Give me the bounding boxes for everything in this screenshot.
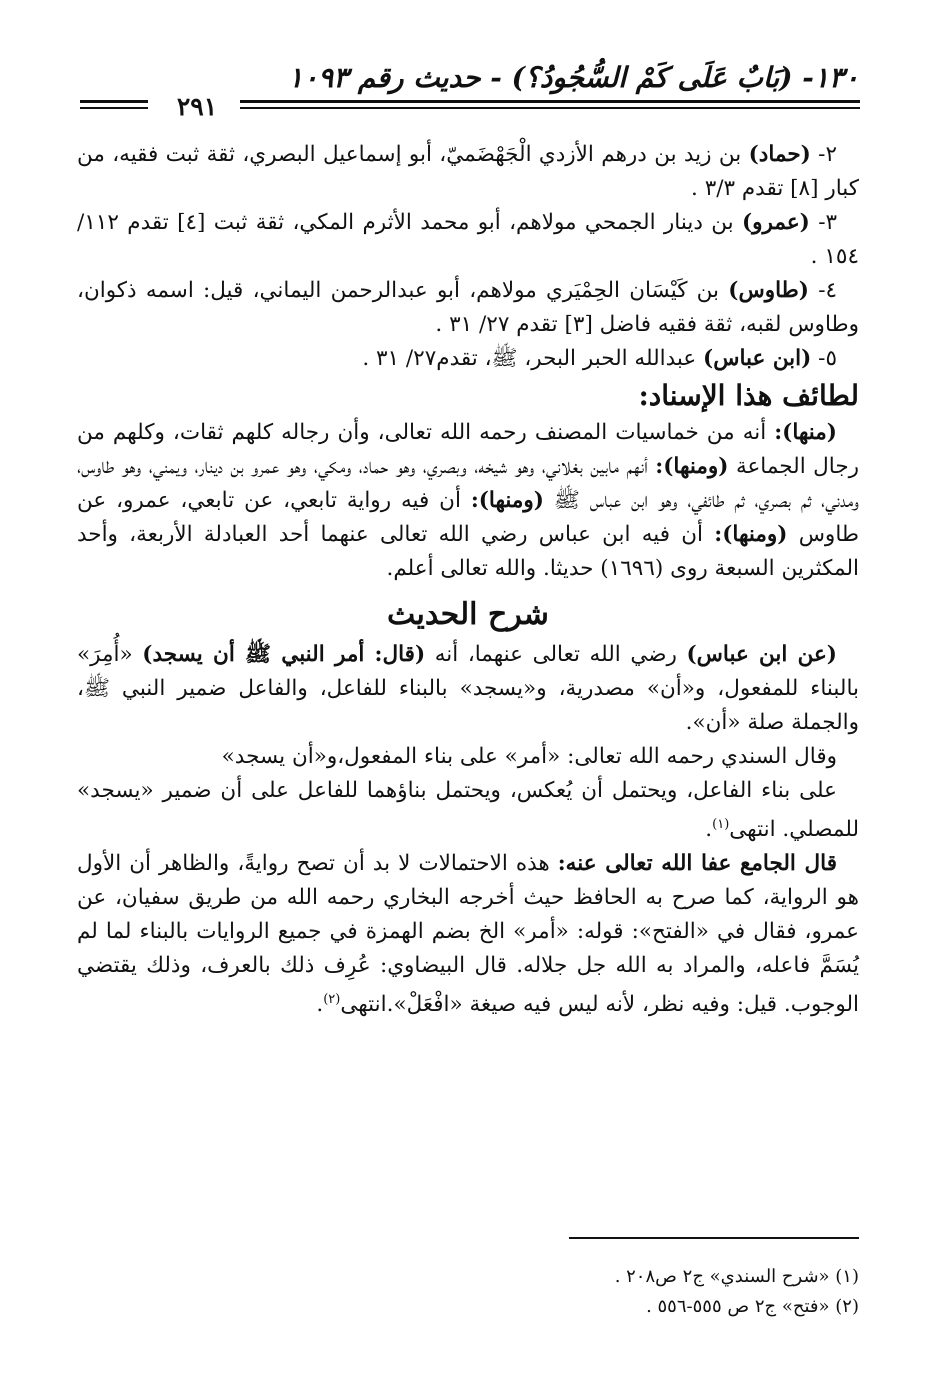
sharh-paragraph-1 — [77, 638, 859, 740]
lataif-label: (ومنها): — [470, 488, 544, 513]
lataif-text: أن فيه ابن عباس رضي الله تعالى عنهما أحد العبادلة الأربعة، وأحد المكثرين السبعة روى (١٦٩٦) حديثا. والله تعالى أعلم. — [77, 522, 859, 581]
narrator-text: عبدالله الحبر البحر، ﷺ، تقدم٢٧/ ٣١ . — [362, 346, 697, 371]
lataif-text: أنهم مابين بغلاني، وهو شيخه، وبصري، وهو حماد، ومكي، وهو عمرو بن دينار، ويمني، وهو طاوس، ومدني، ثم بصري، ثم طائفي، وهو ابن عباس ﷺ — [77, 454, 859, 513]
lataif-heading: لطائف هذا الإسناد: — [638, 379, 859, 412]
sharh-paragraph-3: على بناء الفاعل، ويحتمل أن يُعكس، ويحتمل بناؤهما للفاعل على أن ضمير «يسجد» للمصلي. انتهى$^{(١)}$. — [77, 778, 859, 843]
narrator-text: بن كَيْسَان الحِمْيَري مولاهم، أبو عبدالرحمن اليماني، قيل: اسمه ذكوان، وطاوس لقبه، ثقة فقيه فاضل [٣] تقدم ٢٧/ ٣١ . — [77, 278, 859, 337]
narrator-2 — [77, 138, 859, 206]
main-text — [77, 138, 859, 1022]
header-rule-left-top — [80, 100, 148, 103]
narrator-number: ٣- — [818, 210, 838, 235]
lataif-label: (ومنها): — [655, 454, 729, 479]
header-rule-right-bottom — [240, 107, 860, 109]
running-title: ١٣٠- (بَابٌ عَلَى كَمْ السُّجُودُ؟) - حديث رقم ١٠٩٣ — [288, 61, 859, 94]
narrator-text: بن دينار الجمحي مولاهم، أبو محمد الأثرم المكي، ثقة ثبت [٤] تقدم ١١٢/ ١٥٤ . — [77, 210, 859, 269]
sharh-paragraph-4: قال الجامع عفا الله تعالى عنه: هذه الاحتمالات لا بد أن تصح روايةً، والظاهر أن الأول هو الرواية، كما صرح به الحافظ حيث أخرجه البخاري رحمه الله من طريق سفيان، عن عمرو، فقال في «الفتح»: قوله: «أمر» الخ بضم الهمزة في جميع الروايات بالبناء لما لم يُسَمَّ فاعله، والمراد به الله جل جلاله. قال البيضاوي: عُرِف ذلك بالعرف، وذلك يقتضي الوجوب. قيل: وفيه نظر، لأنه ليس فيه صيغة «افْعَلْ».انتهى$^{(٢)}$. — [77, 851, 859, 1018]
sharh-bold: قال الجامع عفا الله تعالى عنه: — [557, 851, 837, 877]
footnote-2: (٢) «فتح» ج٢ ص ٥٥٥-٥٥٦ . — [646, 1296, 859, 1317]
sharh-text: «أُمِرَ» بالبناء للمفعول، و«أن» مصدرية، و«يسجد» بالبناء للفاعل، والفاعل ضمير النبي ﷺ، والجملة صلة «أن». — [77, 642, 859, 735]
narrator-name: (ابن عباس) — [703, 346, 812, 371]
lataif-text: أن فيه رواية تابعي، عن تابعي، عمرو، عن طاوس — [77, 488, 859, 547]
footnote-rule — [569, 1237, 859, 1239]
footnote-1: (١) «شرح السندي» ج٢ ص٢٠٨ . — [614, 1266, 859, 1287]
lataif-text: أنه من خماسيات المصنف رحمه الله تعالى، وأن رجاله كلهم ثقات، وكلهم من رجال الجماعة — [77, 420, 860, 479]
narrator-name: (حماد) — [748, 142, 811, 167]
narrator-3 — [77, 206, 859, 274]
narrator-5 — [77, 342, 859, 376]
sharh-text: هذه الاحتمالات لا بد أن تصح روايةً، والظاهر أن الأول هو الرواية، كما صرح به الحافظ حيث أخرجه البخاري رحمه الله من طريق سفيان، عن عمرو، فقال في «الفتح»: قوله: «أمر» الخ بضم الهمزة في جميع الروايات بالبناء لما لم يُسَمَّ فاعله، والمراد به الله جل جلاله. قال البيضاوي: عُرِف ذلك بالعرف، وذلك يقتضي الوجوب. قيل: وفيه نظر، لأنه ليس فيه صيغة «افْعَلْ».انتهى — [77, 851, 859, 1018]
narrator-name: (عمرو) — [741, 210, 810, 235]
page-number: ٢٩١ — [176, 92, 218, 121]
header-rule-left-bottom — [80, 107, 148, 109]
sharh-paragraph-2: وقال السندي رحمه الله تعالى: «أمر» على بناء المفعول،و«أن يسجد» — [221, 744, 837, 769]
header-rule-right-top — [240, 100, 860, 103]
sharh-text: على بناء الفاعل، ويحتمل أن يُعكس، ويحتمل بناؤهما للفاعل على أن ضمير «يسجد» للمصلي. انتهى — [77, 778, 859, 843]
narrator-4 — [77, 274, 859, 342]
footnote-ref-2: (٢) — [323, 992, 341, 1008]
narrator-text: بن زيد بن درهم الأزدي الْجَهْضَميّ، أبو إسماعيل البصري، ثقة ثبت فقيه، من كبار [٨] تقدم ٣/٣ . — [77, 142, 859, 201]
footnote-ref-1: (١) — [712, 817, 730, 832]
lataif-label: (ومنها): — [714, 522, 788, 547]
sharh-heading: شرح الحديث — [387, 597, 549, 632]
lataif-paragraph — [77, 416, 859, 586]
narrator-number: ٥- — [818, 346, 837, 371]
lataif-label: (منها): — [774, 420, 837, 445]
narrator-number: ٢- — [818, 142, 837, 167]
sharh-bold: (عن ابن عباس) — [686, 642, 837, 667]
narrator-number: ٤- — [818, 278, 838, 303]
sharh-bold: (قال: أمر النبي ﷺ أن يسجد) — [142, 642, 426, 667]
narrator-name: (طاوس) — [728, 278, 809, 303]
sharh-text: رضي الله تعالى عنهما، أنه — [434, 642, 677, 667]
